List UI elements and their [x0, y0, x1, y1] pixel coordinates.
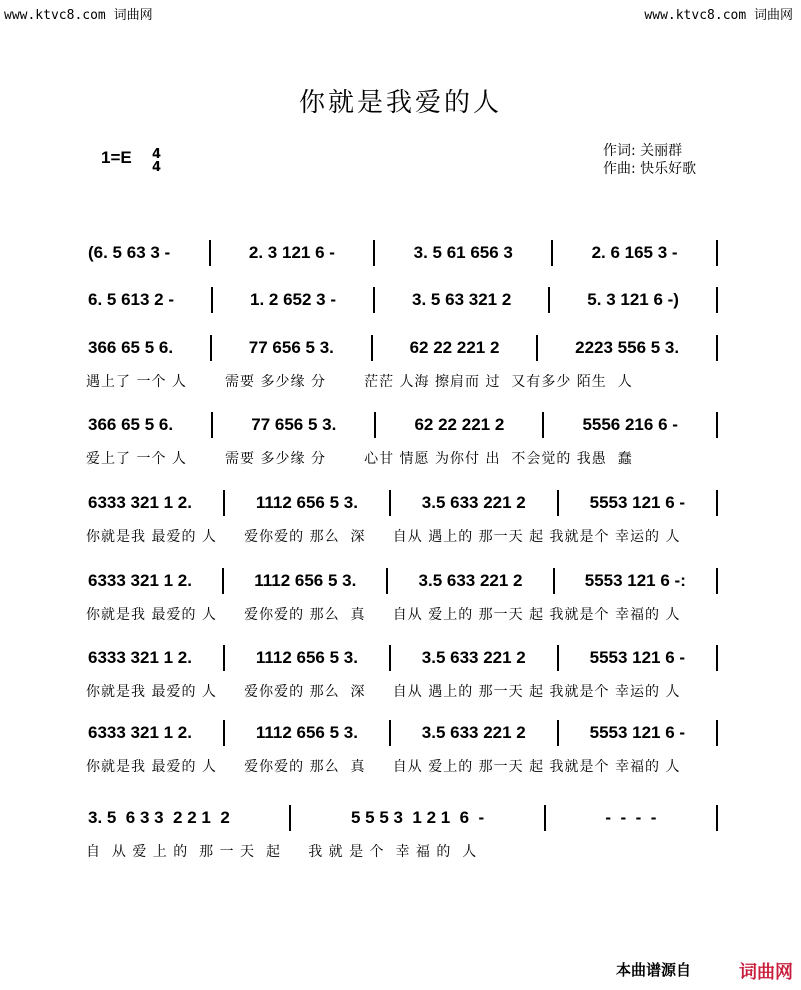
barline: [557, 490, 559, 516]
measure: 1112 656 5 3.: [255, 493, 358, 512]
measure: 1112 656 5 3.: [254, 571, 357, 590]
measure: (6. 5 63 3 -: [88, 243, 171, 262]
measure: 6333 321 1 2.: [88, 571, 192, 590]
notation-line: [88, 287, 718, 313]
barline: [716, 287, 718, 313]
measure: 62 22 221 2: [414, 415, 505, 434]
barline: [557, 720, 559, 746]
measure: 5 5 5 3 1 2 1 6 -: [350, 808, 485, 827]
notation-line: [88, 805, 718, 831]
measure: 3. 5 61 656 3: [413, 243, 513, 262]
barline: [223, 645, 225, 671]
notation-line: [88, 490, 718, 516]
notation-line: [88, 240, 718, 266]
measure: 366 65 5 6.: [88, 338, 174, 357]
barline: [371, 335, 373, 361]
lyrics-line: 你就是我 最爱的 人 爱你爱的 那么 深 自从 遇上的 那一天 起 我就是个 幸运的 人: [86, 529, 681, 545]
barline: [542, 412, 544, 438]
measure: 77 656 5 3.: [251, 415, 337, 434]
source-footer: 本曲谱源自: [615, 961, 691, 979]
measure: 6333 321 1 2.: [88, 648, 192, 667]
time-signature-bottom: 4: [152, 160, 162, 175]
barline: [222, 568, 224, 594]
key-signature: 1=E: [101, 148, 132, 167]
barline: [386, 568, 388, 594]
measure: 2. 3 121 6 -: [248, 243, 335, 262]
lyrics-line: 遇上了 一个 人 需要 多少缘 分 茫茫 人海 擦肩而 过 又有多少 陌生 人: [86, 374, 633, 390]
watermark-left: www.ktvc8.com 词曲网: [4, 8, 153, 23]
lyrics-line: 自 从 爱 上 的 那 一 天 起 我 就 是 个 幸 福 的 人: [86, 844, 478, 860]
measure: 366 65 5 6.: [88, 415, 174, 434]
measure: 6333 321 1 2.: [88, 493, 192, 512]
measure: 1112 656 5 3.: [255, 648, 358, 667]
measure: 3.5 633 221 2: [418, 571, 523, 590]
measure: 1112 656 5 3.: [255, 723, 358, 742]
measure: 6333 321 1 2.: [88, 723, 192, 742]
barline: [548, 287, 550, 313]
measure: 2223 556 5 3.: [575, 338, 680, 357]
barline: [373, 240, 375, 266]
notation-line: [88, 645, 718, 671]
barline: [223, 720, 225, 746]
watermark-right: www.ktvc8.com 词曲网: [644, 8, 793, 23]
notation-line: [88, 568, 718, 594]
barline: [716, 335, 718, 361]
barline: [223, 490, 225, 516]
measure: 3. 5 6 3 3 2 2 1 2: [88, 808, 230, 827]
measure: 1. 2 652 3 -: [250, 290, 337, 309]
measure: 5553 121 6 -: [589, 648, 686, 667]
time-signature-top: 4: [152, 147, 162, 162]
measure: 5553 121 6 -: [589, 723, 686, 742]
barline: [716, 805, 718, 831]
lyrics-line: 爱上了 一个 人 需要 多少缘 分 心甘 情愿 为你付 出 不会觉的 我愚 蠢: [86, 451, 633, 467]
barline: [389, 490, 391, 516]
barline: [716, 720, 718, 746]
notation-line: [88, 335, 718, 361]
measure: 3.5 633 221 2: [421, 723, 526, 742]
barline: [389, 645, 391, 671]
measure: 2. 6 165 3 -: [591, 243, 678, 262]
notation-line: [88, 412, 718, 438]
barline: [389, 720, 391, 746]
barline: [210, 335, 212, 361]
measure: 6. 5 613 2 -: [88, 290, 175, 309]
barline: [209, 240, 211, 266]
barline: [211, 287, 213, 313]
barline: [716, 240, 718, 266]
barline: [289, 805, 291, 831]
barline: [557, 645, 559, 671]
barline: [551, 240, 553, 266]
composer-credit: 作曲: 快乐好歌: [603, 161, 697, 177]
lyricist-credit: 作词: 关丽群: [603, 143, 683, 159]
measure: 5553 121 6 -:: [584, 571, 686, 590]
barline: [716, 568, 718, 594]
lyrics-line: 你就是我 最爱的 人 爱你爱的 那么 真 自从 爱上的 那一天 起 我就是个 幸福的 人: [86, 759, 681, 775]
notation-line: [88, 720, 718, 746]
barline: [211, 412, 213, 438]
barline: [374, 412, 376, 438]
time-signature: [152, 148, 161, 174]
barline: [536, 335, 538, 361]
measure: 5553 121 6 -: [589, 493, 686, 512]
measure: 5556 216 6 -: [582, 415, 678, 434]
lyrics-line: 你就是我 最爱的 人 爱你爱的 那么 真 自从 爱上的 那一天 起 我就是个 幸福的 人: [86, 607, 681, 623]
brand-logo: 词曲网: [739, 962, 793, 983]
barline: [716, 412, 718, 438]
measure: 62 22 221 2: [409, 338, 500, 357]
barline: [716, 490, 718, 516]
measure: 3. 5 63 321 2: [412, 290, 512, 309]
measure: 3.5 633 221 2: [421, 493, 526, 512]
measure: 3.5 633 221 2: [421, 648, 526, 667]
measure: 77 656 5 3.: [248, 338, 334, 357]
barline: [544, 805, 546, 831]
barline: [716, 645, 718, 671]
barline: [553, 568, 555, 594]
barline: [373, 287, 375, 313]
measure: 5. 3 121 6 -): [587, 290, 679, 309]
song-title: 你就是我爱的人: [298, 88, 502, 118]
lyrics-line: 你就是我 最爱的 人 爱你爱的 那么 深 自从 遇上的 那一天 起 我就是个 幸运的 人: [86, 684, 681, 700]
measure: - - - -: [605, 808, 657, 827]
